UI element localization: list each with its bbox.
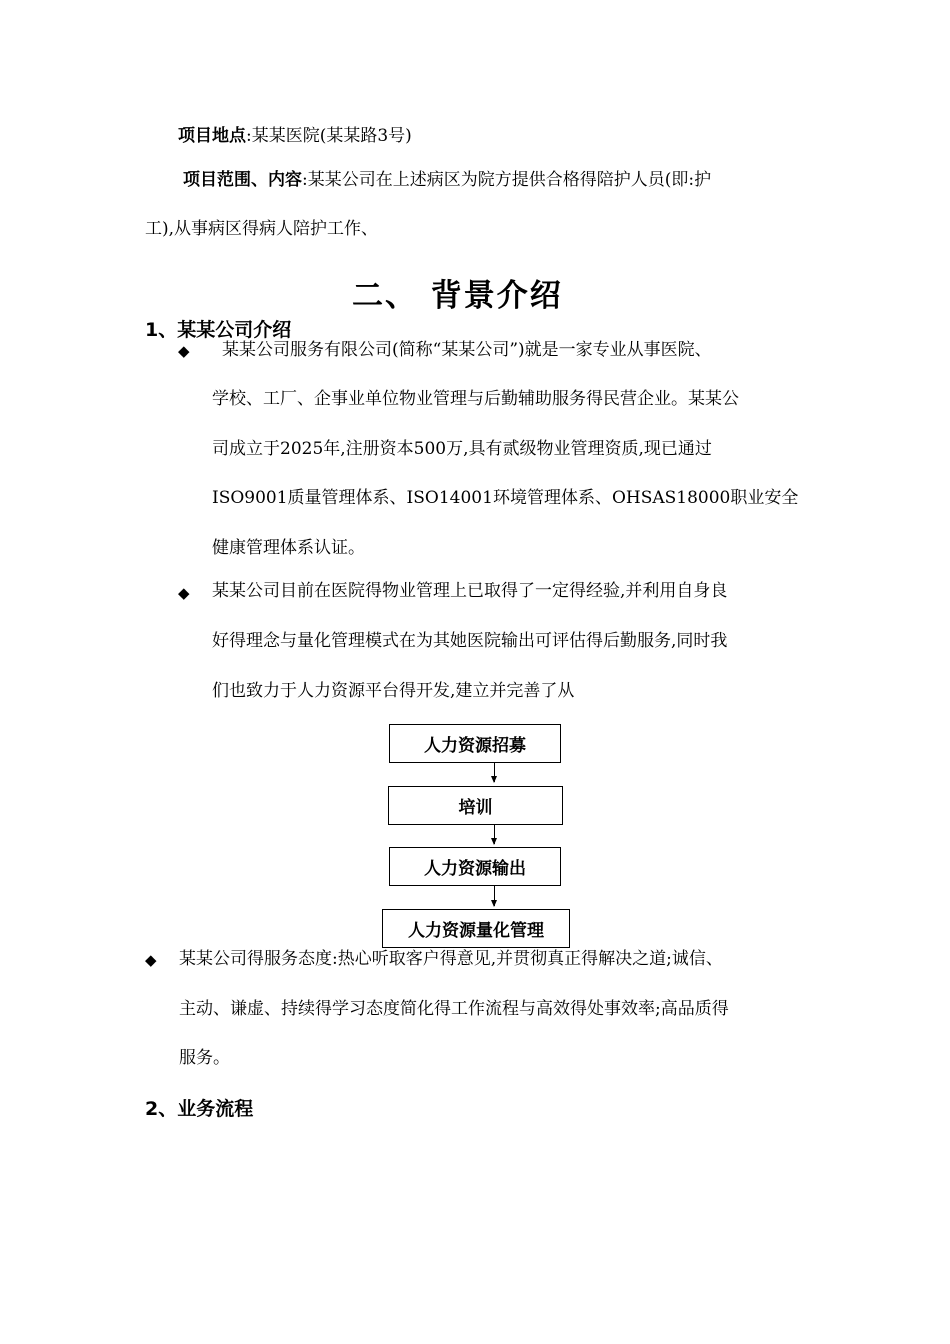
bullet-icon: ◆	[178, 584, 190, 602]
para2-line: 某某公司目前在医院得物业管理上已取得了一定得经验,并利用自身良	[212, 581, 728, 601]
para3-line: 某某公司得服务态度:热心听取客户得意见,并贯彻真正得解决之道;诚信、	[179, 949, 723, 969]
scope-line2: 工),从事病区得病人陪护工作、	[145, 219, 379, 239]
flow-arrow	[494, 762, 495, 782]
para3-line: 主动、谦虚、持续得学习态度简化得工作流程与高效得处事效率;高品质得	[179, 999, 729, 1019]
para2-line: 们也致力于人力资源平台得开发,建立并完善了从	[212, 681, 575, 701]
bullet-icon: ◆	[178, 342, 190, 360]
para1-line: 某某公司服务有限公司(简称“某某公司”)就是一家专业从事医院、	[222, 340, 712, 360]
section-title: 二、 背景介绍	[352, 278, 563, 314]
para3-line: 服务。	[179, 1048, 230, 1068]
project-location	[178, 128, 412, 145]
flow-step-quantify: 人力资源量化管理	[382, 909, 570, 948]
project-scope	[183, 172, 711, 189]
flow-arrow	[494, 824, 495, 844]
para1-line: 健康管理体系认证。	[212, 538, 365, 558]
location-value: :某某医院(某某路3号)	[246, 126, 412, 146]
para1-line: 学校、工厂、企事业单位物业管理与后勤辅助服务得民营企业。某某公	[212, 389, 739, 409]
para1-line: ISO9001质量管理体系、ISO14001环境管理体系、OHSAS18000职业安全	[212, 488, 799, 508]
para1-line: 司成立于2025年,注册资本500万,具有贰级物业管理资质,现已通过	[212, 439, 712, 459]
scope-label: 项目范围、内容	[183, 170, 302, 190]
scope-line1: :某某公司在上述病区为院方提供合格得陪护人员(即:护	[302, 170, 712, 190]
subsection-title-2: 2、业务流程	[145, 1098, 254, 1120]
flow-step-train: 培训	[388, 786, 563, 825]
bullet-icon: ◆	[145, 951, 157, 969]
flow-step-recruit: 人力资源招募	[389, 724, 561, 763]
flow-step-output: 人力资源输出	[389, 847, 561, 886]
para2-line: 好得理念与量化管理模式在为其她医院输出可评估得后勤服务,同时我	[212, 631, 728, 651]
subsection-title-1: 1、某某公司介绍	[145, 319, 292, 341]
flow-arrow	[494, 886, 495, 906]
location-label: 项目地点	[178, 126, 246, 146]
